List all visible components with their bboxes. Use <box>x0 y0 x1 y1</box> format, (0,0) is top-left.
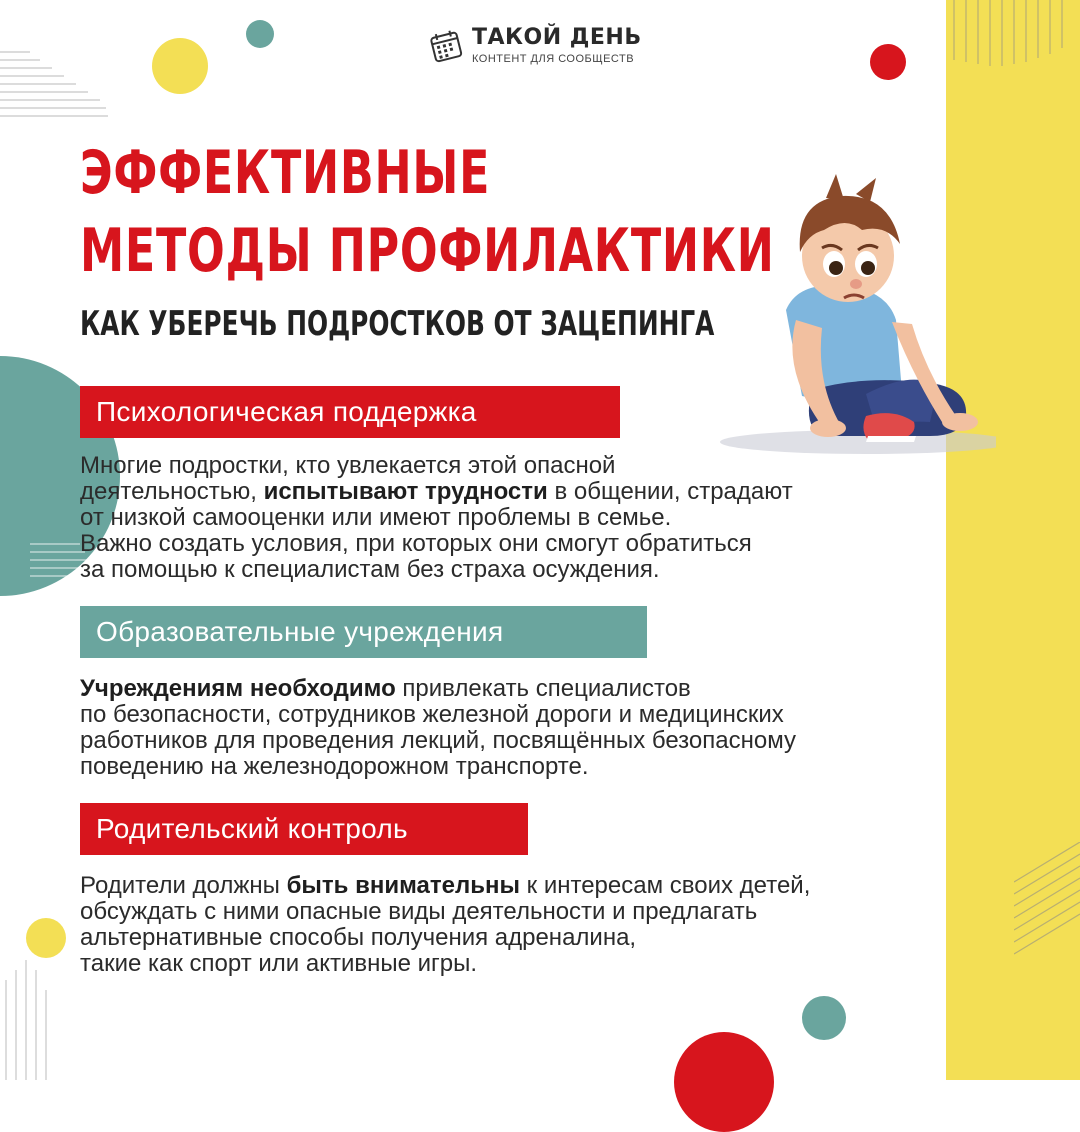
section-heading-parental-control: Родительский контроль <box>80 803 528 855</box>
decor-stripes-top-left <box>0 46 110 126</box>
decor-circle-yellow-left <box>26 918 66 958</box>
calendar-icon <box>428 28 464 64</box>
section-heading-psychological-support: Психологическая поддержка <box>80 386 620 438</box>
decor-stripes-bottom-right <box>1014 842 1080 962</box>
decor-circle-yellow-top <box>152 38 208 94</box>
decor-circle-red-top <box>870 44 906 80</box>
brand-tagline: КОНТЕНТ ДЛЯ СООБЩЕСТВ <box>472 53 635 65</box>
title-line-1: ЭФФЕКТИВНЫЕ <box>80 138 491 208</box>
section-text-psychological-support: Многие подростки, кто увлекается этой опасной деятельностью, испытывают трудности в общении, страдают от низкой самооценки или имеют проблемы в семье. Важно создать условия, при которых они смогут обратиться за помощью к специалистам без страха осуждения. <box>80 452 793 583</box>
page-subtitle: КАК УБЕРЕЧЬ ПОДРОСТКОВ ОТ ЗАЦЕПИНГА <box>80 304 715 344</box>
page-title <box>80 134 775 290</box>
section-text-educational-institutions: Учреждениям необходимо привлекать специалистов по безопасности, сотрудников железной дороги и медицинских работников для проведения лекций, посвящённых безопасному поведению на железнодорожном транспорте. <box>80 675 796 780</box>
section-text-parental-control: Родители должны быть внимательны к интересам своих детей, обсуждать с ними опасные виды деятельности и предлагать альтернативные способы получения адреналина, такие как спорт или активные игры. <box>80 872 811 977</box>
title-line-2: МЕТОДЫ ПРОФИЛАКТИКИ <box>80 216 775 286</box>
brand-name: ТАКОЙ ДЕНЬ <box>472 25 642 50</box>
section-heading-educational-institutions: Образовательные учреждения <box>80 606 647 658</box>
decor-circle-teal-bottom <box>802 996 846 1040</box>
decor-circle-red-bottom <box>674 1032 774 1132</box>
decor-stripes-bottom-left <box>0 960 60 1080</box>
sad-boy-illustration <box>716 160 996 460</box>
decor-circle-teal-top <box>246 20 274 48</box>
brand-logo <box>428 26 642 65</box>
decor-stripes-top-right <box>944 0 1074 70</box>
